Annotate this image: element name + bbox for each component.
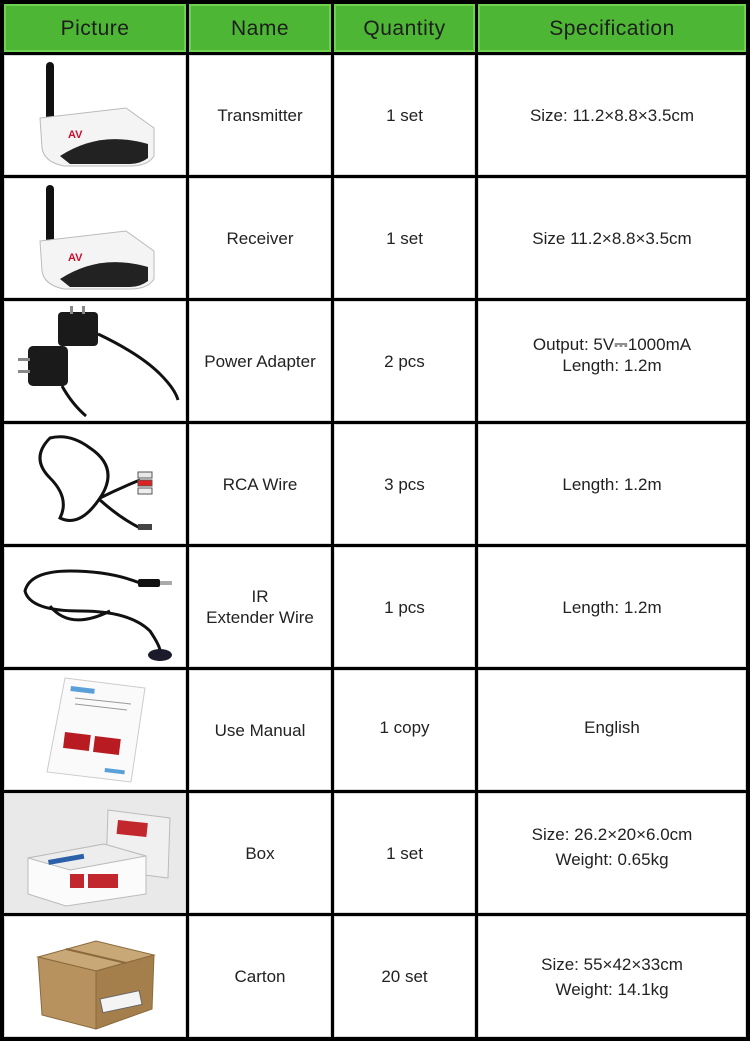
row-name: Transmitter — [189, 55, 331, 175]
row-quantity: 3 pcs — [334, 424, 475, 544]
receiver-image — [4, 178, 186, 298]
spec-line: Size: 11.2×8.8×3.5cm — [529, 105, 695, 125]
row-spec — [478, 178, 746, 298]
row-name: Receiver — [189, 178, 331, 298]
row-name: Use Manual — [189, 670, 331, 790]
row-quantity: 20 set — [334, 916, 475, 1037]
header-name: Name — [189, 4, 331, 52]
row-quantity: 2 pcs — [334, 301, 475, 421]
ir-extender-image — [4, 547, 186, 667]
header-specification: Specification — [478, 4, 746, 52]
spec-line: Length: 1.2m — [562, 597, 662, 617]
carton-image — [4, 916, 186, 1037]
spec-line: Size: 26.2×20×6.0cm — [531, 825, 693, 844]
row-quantity: 1 set — [334, 178, 475, 298]
row-name: Box — [189, 793, 331, 913]
transmitter-image — [4, 55, 186, 175]
header-picture: Picture — [4, 4, 186, 52]
svg-text:AV: AV — [68, 252, 83, 264]
row-name — [189, 547, 331, 667]
spec-line: Output: 5V⎓1000mA — [532, 335, 692, 354]
row-spec — [478, 424, 746, 544]
spec-line: Length: 1.2m — [562, 474, 662, 494]
spec-line: Weight: 14.1kg — [555, 979, 669, 999]
spec-line: English — [584, 717, 640, 737]
spec-line: Size: 55×42×33cm — [541, 954, 683, 974]
row-quantity: 1 set — [334, 55, 475, 175]
name-line: IR — [251, 587, 269, 606]
svg-text:AV: AV — [68, 129, 83, 141]
row-spec — [478, 793, 746, 913]
row-spec — [478, 547, 746, 667]
box-image — [4, 793, 186, 913]
header-quantity: Quantity — [334, 4, 475, 52]
row-quantity: 1 pcs — [334, 547, 475, 667]
row-spec — [478, 301, 746, 421]
row-spec — [478, 916, 746, 1037]
spec-line: Weight: 0.65kg — [555, 850, 669, 869]
spec-line: Length: 1.2m — [562, 356, 662, 375]
row-spec — [478, 670, 746, 790]
row-name: RCA Wire — [189, 424, 331, 544]
use-manual-image — [4, 670, 186, 790]
row-quantity: 1 set — [334, 793, 475, 913]
row-spec — [478, 55, 746, 175]
rca-wire-image — [4, 424, 186, 544]
name-line: Extender Wire — [206, 608, 314, 627]
row-name: Power Adapter — [189, 301, 331, 421]
power-adapter-image — [4, 301, 186, 421]
row-quantity: 1 copy — [334, 670, 475, 790]
row-name: Carton — [189, 916, 331, 1037]
spec-line: Size 11.2×8.8×3.5cm — [532, 228, 692, 248]
